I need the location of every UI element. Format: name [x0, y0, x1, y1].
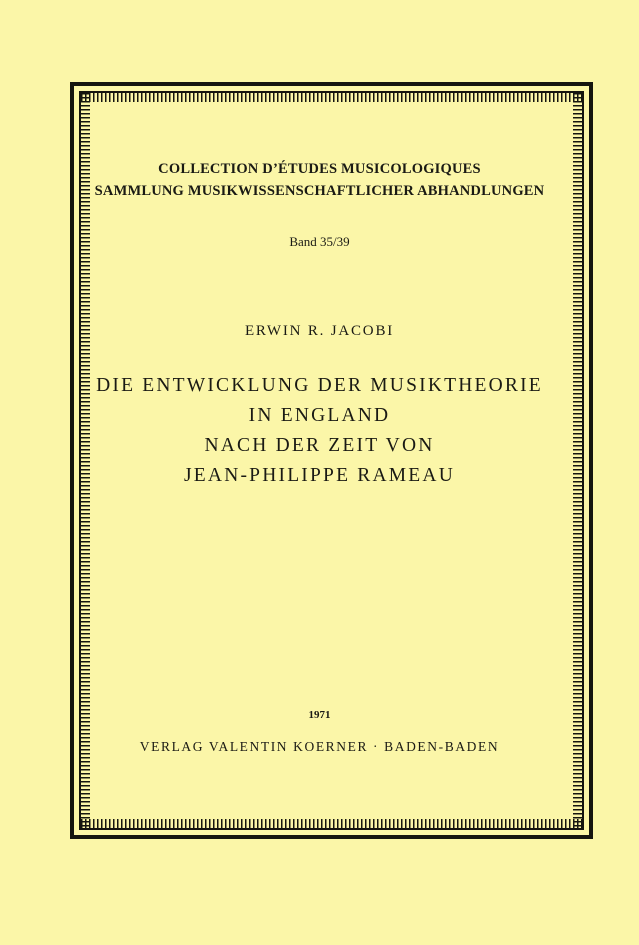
- series-title-german: SAMMLUNG MUSIKWISSENSCHAFTLICHER ABHANDLUNGEN: [94, 183, 545, 199]
- ornamental-border-bottom: [81, 819, 582, 828]
- book-title-line-4: JEAN-PHILIPPE RAMEAU: [184, 465, 455, 486]
- author-name: ERWIN R. JACOBI: [244, 323, 395, 339]
- series-title-french: COLLECTION D’ÉTUDES MUSICOLOGIQUES: [158, 161, 481, 177]
- volume-number: Band 35/39: [289, 234, 350, 249]
- book-title-line-2: IN ENGLAND: [248, 405, 391, 426]
- publisher-imprint: VERLAG VALENTIN KOERNER · BADEN-BADEN: [139, 739, 500, 754]
- ornamental-border-top: [81, 93, 582, 102]
- publication-year: 1971: [308, 709, 331, 721]
- book-title-line-3: NACH DER ZEIT VON: [204, 435, 435, 456]
- book-title-line-1: DIE ENTWICKLUNG DER MUSIKTHEORIE: [96, 375, 543, 396]
